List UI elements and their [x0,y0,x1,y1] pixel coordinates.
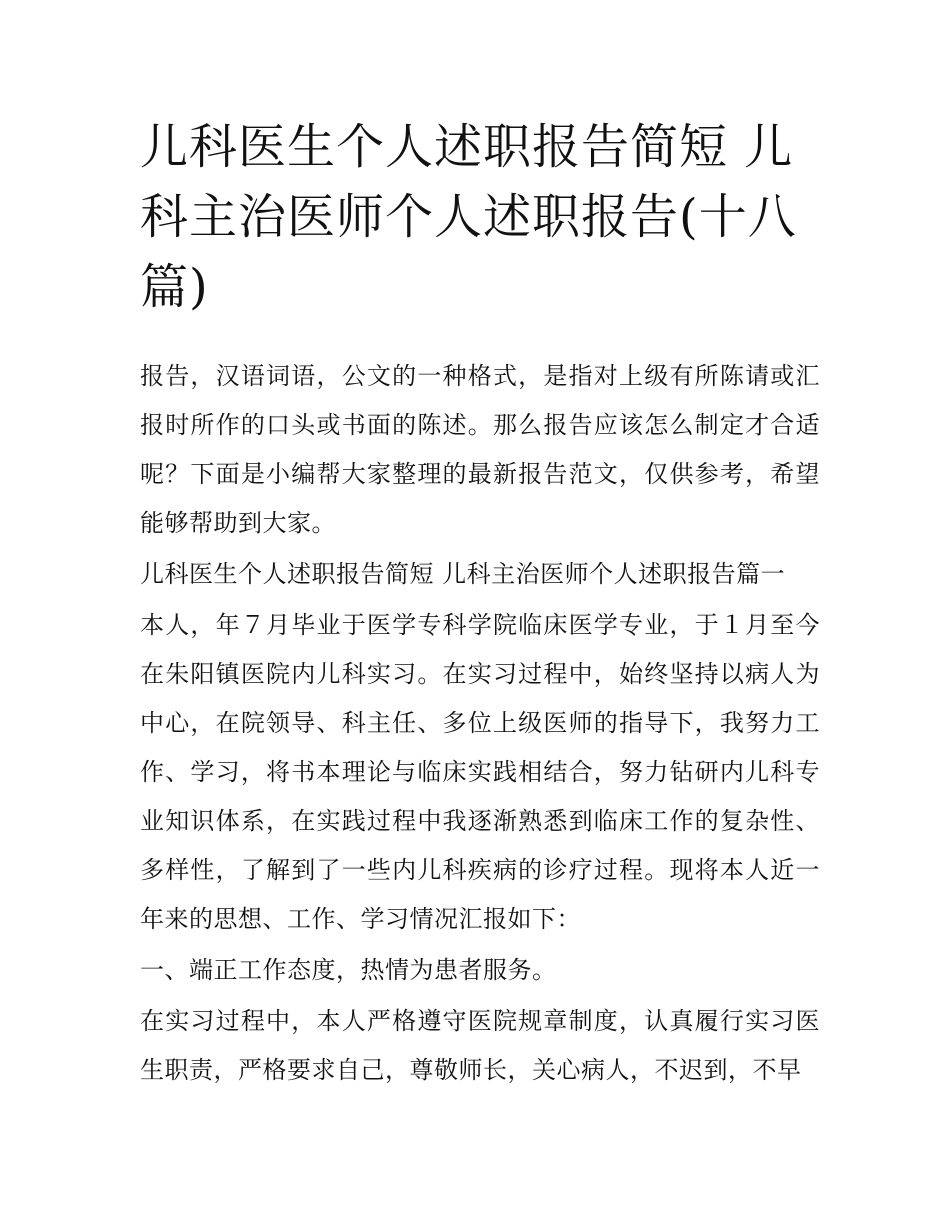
subsection-heading: 一、端正工作态度，热情为患者服务。 [140,956,557,984]
section-heading: 儿科医生个人述职报告简短 儿科主治医师个人述职报告篇一 [140,560,786,588]
document-title: 儿科医生个人述职报告简短 儿科主治医师个人述职报告(十八篇) [140,119,797,315]
intro-paragraph: 报告，汉语词语，公文的一种格式，是指对上级有所陈请或汇报时所作的口头或书面的陈述。那么报告应该怎么制定才合适呢？下面是小编帮大家整理的最新报告范文，仅供参考，希望能够帮助到大家。 [140,362,820,537]
body-paragraph: 在实习过程中，本人严格遵守医院规章制度，认真履行实习医生职责，严格要求自己，尊敬师长，关心病人，不迟到，不早 [140,1007,820,1084]
document-body [140,352,820,1095]
body-paragraph: 本人，年７月毕业于医学专科学院临床医学专业，于１月至今在朱阳镇医院内儿科实习。在实习过程中，始终坚持以病人为中心，在院领导、科主任、多位上级医师的指导下，我努力工作、学习，将书本理论与临床实践相结合，努力钻研内儿科专业知识体系，在实践过程中我逐渐熟悉到临床工作的复杂性、多样性，了解到了一些内儿科疾病的诊疗过程。现将本人近一年来的思想、工作、学习情况汇报如下： [140,611,820,933]
